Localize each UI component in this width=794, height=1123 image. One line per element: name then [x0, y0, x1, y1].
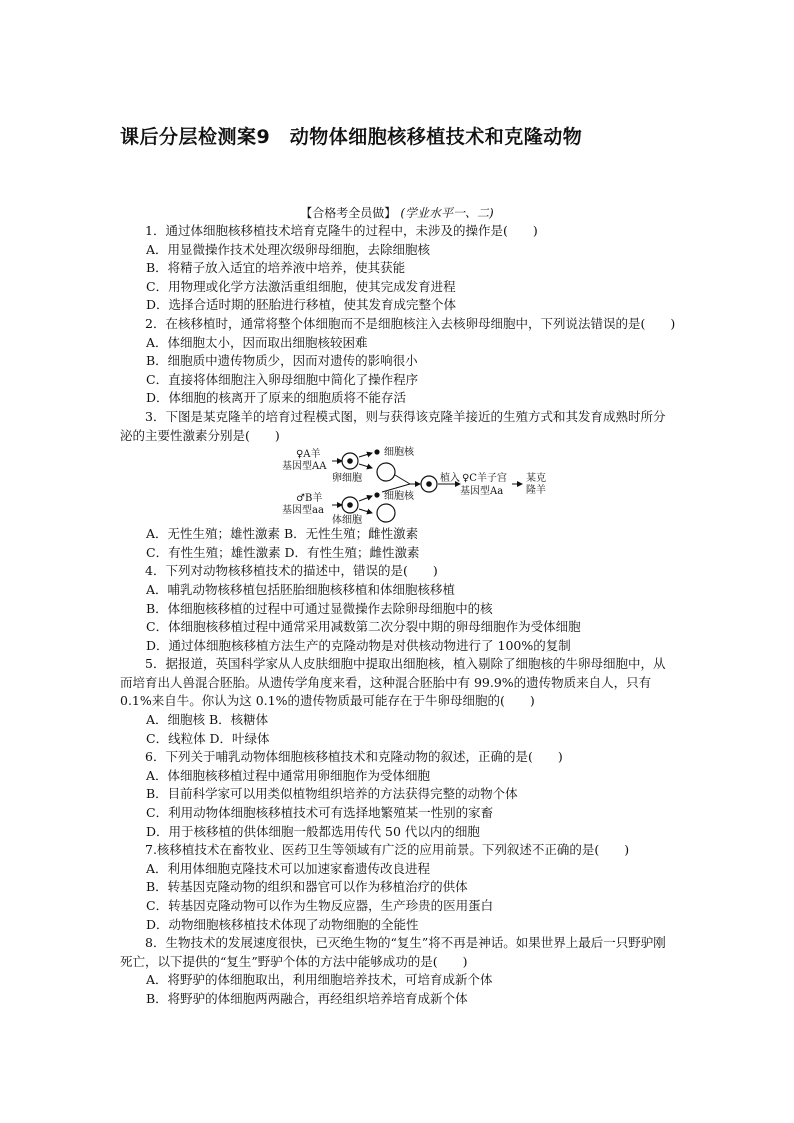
option: A．哺乳动物核移植包括胚胎细胞核移植和体细胞核移植	[146, 581, 456, 597]
option: A．体细胞太小，因而取出细胞核较困难	[146, 334, 368, 350]
body-cell-nucleus	[347, 502, 353, 508]
cloning-diagram	[120, 447, 676, 527]
genotype-het-label: 基因型Aa	[460, 486, 504, 498]
enucleated-egg	[377, 463, 395, 481]
option: C．利用动物体细胞核移植技术可有选择地繁殖某一性别的家畜	[146, 805, 494, 821]
question-stem: 5．据报道，英国科学家从人皮肤细胞中提取出细胞核，植入剔除了细胞核的牛卵母细胞中，从而培育出人兽混合胚胎。从遗传学角度来看，这种混合胚胎中有 99.9%的遗传物质来自人，只有 0.1%来自牛。你认为这 0.1%的遗传物质最可能存在于牛卵母细胞的( )	[120, 656, 666, 709]
option: B．将野驴的体细胞两两融合，再经组织培养培育成新个体	[146, 990, 468, 1006]
question-stem: 2．在核移植时，通常将整个体细胞而不是细胞核注入去核卵母细胞中，下列说法错误的是( )	[145, 315, 676, 331]
question-stem: 6．下列关于哺乳动物体细胞核移植技术和克隆动物的叙述，正确的是( )	[145, 749, 563, 765]
option: A．将野驴的体细胞取出，利用细胞培养技术，可培育成新个体	[146, 972, 493, 988]
question-stem: 7.核移植技术在畜牧业、医药卫生等领域有广泛的应用前景。下列叙述不正确的是( )	[145, 842, 630, 858]
question-8	[120, 934, 676, 1008]
page-title: 课后分层检测案9 动物体细胞核移植技术和克隆动物	[120, 126, 583, 148]
reconstructed-nucleus	[426, 481, 432, 487]
option: C．用物理或化学方法激活重组细胞，使其完成发育进程	[146, 278, 456, 294]
option: C．线粒体 D．叶绿体	[146, 730, 270, 746]
cytoplasm-bottom	[377, 504, 395, 522]
question-2	[120, 315, 676, 408]
question-7	[120, 841, 676, 934]
question-stem: 1．通过体细胞核移植技术培育克隆牛的过程中，未涉及的操作是( )	[145, 223, 538, 238]
sheep-a-label: ♀A羊	[296, 449, 321, 461]
question-5	[120, 655, 676, 748]
question-3	[120, 408, 676, 562]
question-1	[120, 222, 676, 315]
extracted-nucleus-bottom	[374, 493, 379, 498]
option: B．细胞质中遗传物质少，因而对遗传的影响很小	[146, 353, 418, 369]
option: D．用于核移植的供体细胞一般都选用传代 50 代以内的细胞	[146, 823, 480, 839]
egg-cell-label: 卵细胞	[332, 473, 362, 485]
option: D．通过体细胞核移植方法生产的克隆动物是对供核动物进行了 100%的复制	[146, 637, 571, 653]
option: A．用显微操作技术处理次级卵母细胞，去除细胞核	[146, 241, 431, 257]
sheep-b-label: ♂B羊	[296, 493, 323, 505]
question-stem: 4．下列对动物核移植技术的描述中，错误的是( )	[145, 563, 438, 579]
removed-nucleus-top	[374, 450, 379, 455]
option: A．利用体细胞克隆技术可以加速家畜遗传改良进程	[146, 860, 431, 876]
question-4	[120, 562, 676, 655]
option: C．直接将体细胞注入卵母细胞中简化了操作程序	[146, 371, 419, 387]
option: D．选择合适时期的胚胎进行移植，使其发育成完整个体	[146, 297, 457, 313]
section-header	[0, 204, 794, 221]
question-list	[120, 222, 676, 1009]
uterus-label: ♀C羊子宫	[462, 473, 507, 485]
nucleus-top-label: 细胞核	[384, 447, 414, 459]
section-label: 【合格考全员做】	[300, 206, 397, 220]
option: B．体细胞核移植的过程中可通过显微操作去除卵母细胞中的核	[146, 600, 493, 616]
genotype-bb-label: 基因型aa	[282, 505, 324, 517]
option: A．细胞核 B．核糖体	[146, 712, 269, 728]
question-stem: 3．下图是某克隆羊的培育过程模式图，则与获得该克隆羊接近的生殖方式和其发育成熟时所分泌的主要性激素分别是( )	[120, 408, 666, 443]
option: C．转基因克隆动物可以作为生物反应器，生产珍贵的医用蛋白	[146, 898, 494, 913]
genotype-aa-label: 基因型AA	[282, 461, 327, 473]
clone-label-line1: 某克	[526, 473, 546, 485]
body-cell-label: 体细胞	[332, 515, 362, 527]
section-sub: (学业水平一、二)	[400, 206, 494, 220]
option: A．无性生殖；雄性激素 B．无性生殖；雌性激素	[146, 526, 419, 542]
question-stem: 8．生物技术的发展速度很快，已灭绝生物的“复生”将不再是神话。如果世界上最后一只野驴刚死亡，以下提供的“复生”野驴个体的方法中能够成功的是( )	[120, 935, 666, 969]
diagram-graphics	[120, 447, 676, 523]
clone-label-line2: 隆羊	[526, 485, 546, 497]
option: A．体细胞核移植过程中通常用卵细胞作为受体细胞	[146, 767, 431, 783]
option: C．体细胞核移植过程中通常采用减数第二次分裂中期的卵母细胞作为受体细胞	[146, 619, 581, 635]
option: D．动物细胞核移植技术体现了动物细胞的全能性	[146, 916, 419, 932]
egg-cell-nucleus	[347, 458, 353, 464]
option: B．目前科学家可以用类似植物组织培养的方法获得完整的动物个体	[146, 786, 518, 802]
question-6	[120, 748, 676, 841]
option: B．将精子放入适宜的培养液中培养，使其获能	[146, 260, 406, 276]
nucleus-bottom-label: 细胞核	[384, 491, 414, 503]
implant-label: 植入	[440, 473, 460, 485]
option: C．有性生殖；雄性激素 D．有性生殖；雌性激素	[146, 544, 420, 560]
option: D．体细胞的核离开了原来的细胞质将不能存活	[146, 390, 407, 406]
option: B．转基因克隆动物的组织和器官可以作为移植治疗的供体	[146, 879, 468, 895]
